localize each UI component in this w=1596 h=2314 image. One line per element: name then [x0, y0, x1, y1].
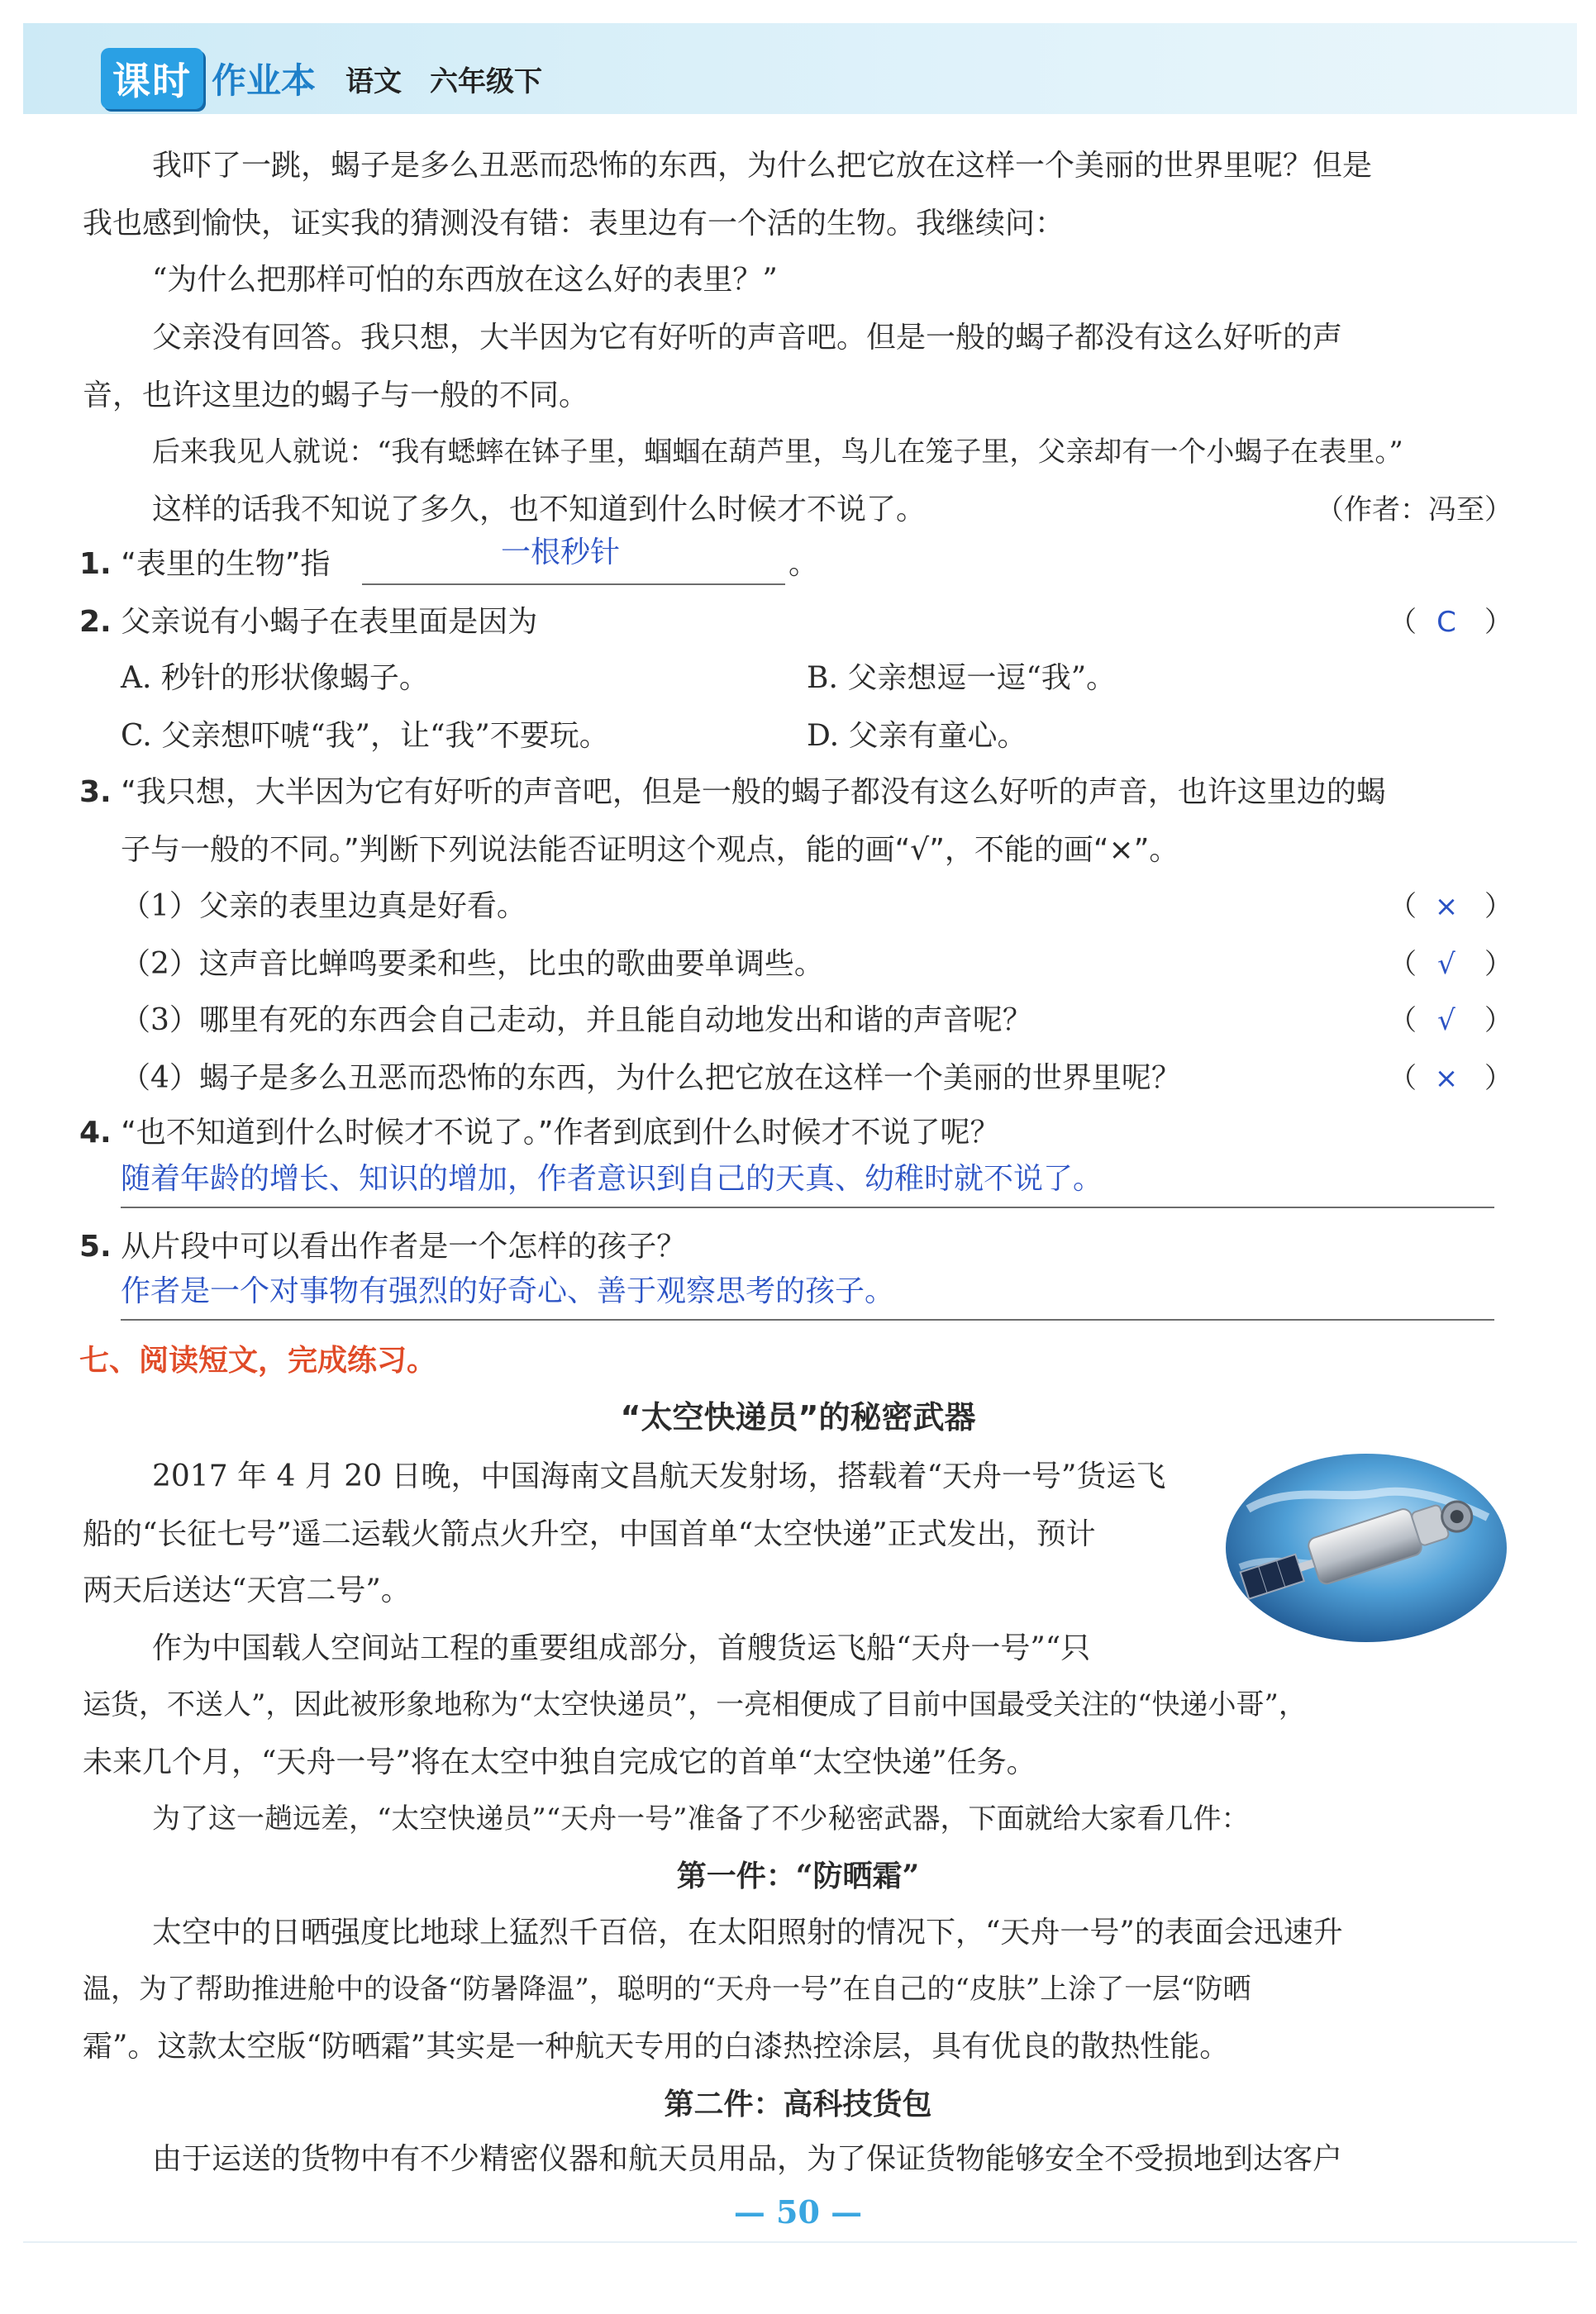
page-number: — 50 — — [733, 2193, 863, 2231]
passage-line: 我也感到愉快，证实我的猜测没有错：表里边有一个活的生物。我继续问： — [83, 207, 1065, 240]
question-text-cont: 子与一般的不同。”判断下列说法能否证明这个观点，能的画“√”，不能的画“×”。 — [121, 833, 1179, 867]
brand — [101, 50, 542, 107]
subject-label: 语文 — [345, 64, 403, 98]
answer-text: 一根秒针 — [501, 536, 621, 569]
passage-line: 后来我见人就说：“我有蟋蟀在钵子里，蝈蝈在葫芦里，鸟儿在笼子里，父亲却有一个小蝎子在表里。” — [152, 436, 1403, 469]
subheading-1: 第一件：“防晒霜” — [676, 1859, 920, 1893]
question-number: 5. — [79, 1230, 112, 1264]
article-line: 船的“长征七号”遥二运载火箭点火升空，中国首单“太空快递”正式发出，预计 — [83, 1517, 1096, 1551]
answer-mark: × — [1434, 1062, 1459, 1095]
question-1 — [79, 545, 331, 583]
option-a: A. 秒针的形状像蝎子。 — [121, 661, 429, 695]
article-line: 两天后送达“天宫二号”。 — [83, 1574, 411, 1607]
passage-line: 父亲没有回答。我只想，大半因为它有好听的声音吧。但是一般的蝎子都没有这么好听的声 — [152, 321, 1343, 355]
answer-line — [121, 1207, 1494, 1208]
option-c: C. 父亲想吓唬“我”，让“我”不要玩。 — [121, 719, 609, 753]
answer-text: 作者是一个对事物有强烈的好奇心、善于观察思考的孩子。 — [121, 1274, 895, 1308]
question-2 — [79, 603, 537, 641]
answer-mark: √ — [1437, 948, 1455, 981]
question-end: 。 — [788, 547, 819, 581]
question-text: “我只想，大半因为它有好听的声音吧，但是一般的蝎子都没有这么好听的声音，也许这里边的蝎 — [121, 775, 1386, 809]
passage-line: 音，也许这里边的蝎子与一般的不同。 — [83, 379, 589, 412]
passage-line: 我吓了一跳，蝎子是多么丑恶而恐怖的东西，为什么把它放在这样一个美丽的世界里呢？但是 — [152, 149, 1373, 183]
question-number: 3. — [79, 775, 112, 809]
article-line: 2017 年 4 月 20 日晚，中国海南文昌航天发射场，搭载着“天舟一号”货运飞 — [152, 1459, 1166, 1493]
article-title: “太空快递员”的秘密武器 — [620, 1399, 976, 1436]
answer-line — [121, 1319, 1494, 1321]
passage-line: 这样的话我不知说了多久，也不知道到什么时候才不说了。 — [152, 493, 927, 526]
article-line: 霜”。这款太空版“防晒霜”其实是一种航天专用的白漆热控涂层，具有优良的散热性能。 — [83, 2030, 1230, 2064]
question-number: 1. — [79, 547, 112, 581]
grade-label: 六年级下 — [430, 64, 543, 98]
article-line: 作为中国载人空间站工程的重要组成部分，首艘货运飞船“天舟一号”“只 — [152, 1631, 1091, 1665]
question-3 — [79, 774, 1386, 812]
author-credit: （作者：冯至） — [1316, 493, 1513, 526]
judgement-item: （2）这声音比蝉鸣要柔和些，比虫的歌曲要单调些。 — [121, 947, 824, 981]
option-b: B. 父亲想逗一逗“我”。 — [807, 661, 1117, 695]
passage-line: “为什么把那样可怕的东西放在这么好的表里？” — [152, 263, 778, 297]
section-heading: 七、阅读短文，完成练习。 — [79, 1344, 437, 1378]
answer-mark: √ — [1437, 1004, 1455, 1037]
question-text: 从片段中可以看出作者是一个怎样的孩子？ — [121, 1230, 687, 1264]
answer-blank-line — [362, 583, 785, 585]
question-text: “表里的生物”指 — [121, 547, 331, 581]
article-line: 未来几个月，“天舟一号”将在太空中独自完成它的首单“太空快递”任务。 — [83, 1745, 1036, 1779]
article-line: 为了这一趟远差，“太空快递员”“天舟一号”准备了不少秘密武器，下面就给大家看几件： — [152, 1802, 1250, 1835]
answer-mark: × — [1434, 890, 1459, 923]
brand-badge: 课时 — [101, 48, 203, 109]
article-line: 温，为了帮助推进舱中的设备“防暑降温”，聪明的“天舟一号”在自己的“皮肤”上涂了一层“防晒 — [83, 1973, 1251, 2006]
article-line: 运货，不送人”，因此被形象地称为“太空快递员”，一亮相便成了目前中国最受关注的“快递小哥”， — [83, 1688, 1307, 1721]
question-4 — [79, 1114, 1000, 1152]
judgement-item: （1）父亲的表里边真是好看。 — [121, 889, 526, 923]
subheading-2: 第二件：高科技货包 — [664, 2087, 932, 2121]
judgement-item: （4）蝎子是多么丑恶而恐怖的东西，为什么把它放在这样一个美丽的世界里呢？ — [121, 1061, 1181, 1095]
bottom-rule — [23, 2241, 1577, 2243]
article-line: 太空中的日晒强度比地球上猛烈千百倍，在太阳照射的情况下，“天舟一号”的表面会迅速升 — [152, 1916, 1343, 1950]
question-text: 父亲说有小蝎子在表里面是因为 — [121, 605, 538, 639]
article-line: 由于运送的货物中有不少精密仪器和航天员用品，为了保证货物能够安全不受损地到达客户 — [152, 2142, 1343, 2176]
question-number: 4. — [79, 1116, 112, 1150]
brand-name: 作业本 — [212, 60, 317, 101]
option-d: D. 父亲有童心。 — [807, 719, 1027, 753]
answer-text: 随着年龄的增长、知识的增加，作者意识到自己的天真、幼稚时就不说了。 — [121, 1162, 1103, 1196]
question-number: 2. — [79, 605, 112, 639]
answer-choice: C — [1436, 606, 1456, 639]
spacecraft-image — [1223, 1451, 1509, 1645]
question-5 — [79, 1228, 686, 1266]
judgement-item: （3）哪里有死的东西会自己走动，并且能自动地发出和谐的声音呢？ — [121, 1003, 1032, 1037]
question-text: “也不知道到什么时候才不说了。”作者到底到什么时候才不说了呢？ — [121, 1116, 1000, 1150]
